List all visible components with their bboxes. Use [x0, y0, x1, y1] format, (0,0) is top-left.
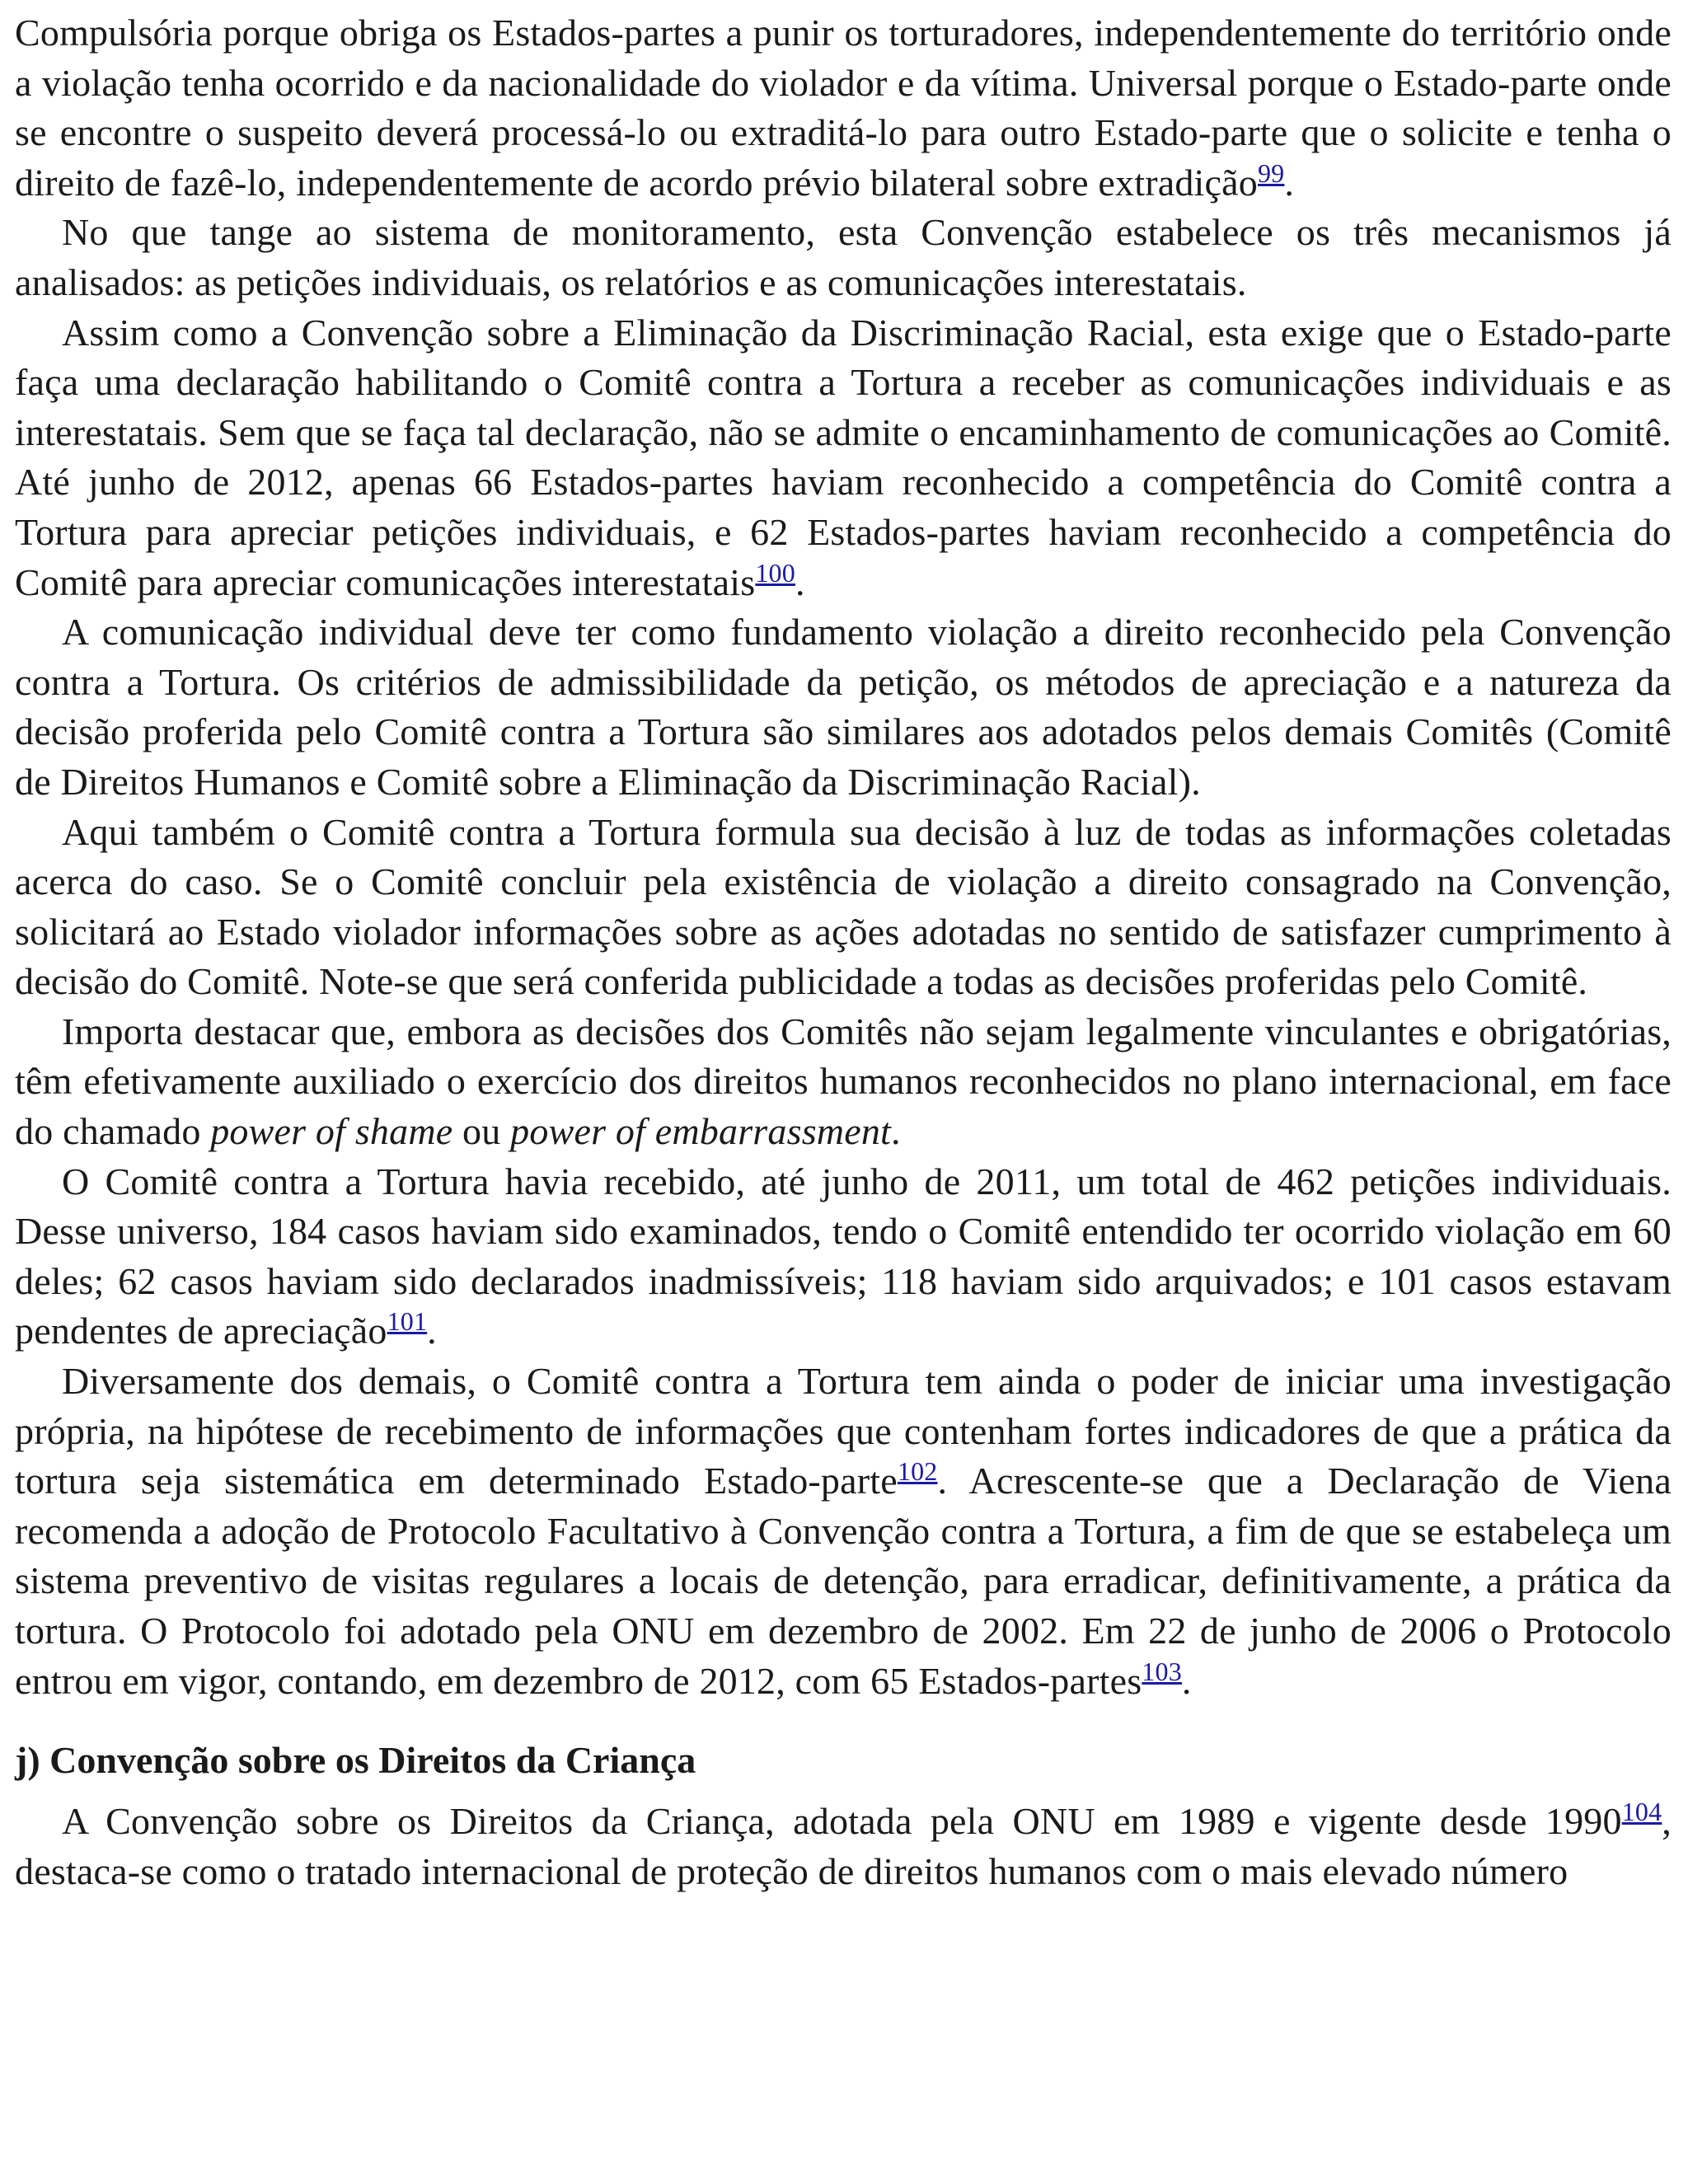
- paragraph-committee-decision: [15, 808, 1672, 1007]
- paragraph-universal-jurisdiction: [15, 8, 1672, 208]
- paragraph-own-investigation: [15, 1357, 1672, 1706]
- paragraph-text-continued: . Acrescente-se que a Declaração de Viena recomenda a adoção de Protocolo Facultativo à Convenção contra a Tortura, a fim de que se estabeleça um sistema preventivo de visitas regulares a locais de detenção, para erradicar, definitivamente, a prática da tortura. O Protocolo foi adotado pela ONU em dezembro de 2002. Em 22 de junho de 2006 o Protocolo entrou em vigor, contando, em dezembro de 2012, com 65 Estados-partes: [15, 1460, 1672, 1702]
- footnote-link-103[interactable]: 103: [1142, 1656, 1182, 1686]
- paragraph-text-end: , destaca-se como o tratado internacional de proteção de direitos humanos com o mais elevado número: [15, 1800, 1672, 1892]
- footnote-link-102[interactable]: 102: [897, 1456, 938, 1487]
- paragraph-text: A comunicação individual deve ter como fundamento violação a direito reconhecido pela Convenção contra a Tortura. Os critérios de admissibilidade da petição, os métodos de apreciação e a natureza da decisão proferida pelo Comitê contra a Tortura são similares aos adotados pelos demais Comitês (Comitê de Direitos Humanos e Comitê sobre a Eliminação da Discriminação Racial).: [15, 611, 1672, 803]
- paragraph-text-end: .: [427, 1310, 437, 1352]
- paragraph-text-end: .: [1181, 1659, 1192, 1702]
- paragraph-text-end: .: [795, 560, 805, 603]
- paragraph-child-rights-convention: [15, 1797, 1672, 1896]
- section-heading: j) Convenção sobre os Direitos da Criança: [15, 1739, 696, 1782]
- paragraph-text: Assim como a Convenção sobre a Eliminação da Discriminação Racial, esta exige que o Estado-parte faça uma declaração habilitando o Comitê contra a Tortura a receber as comunicações individuais e as interestatais. Sem que se faça tal declaração, não se admite o encaminhamento de comunicações ao Comitê. Até junho de 2012, apenas 66 Estados-partes haviam reconhecido a competência do Comitê contra a Tortura para apreciar petições individuais, e 62 Estados-partes haviam reconhecido a competência do Comitê para apreciar comunicações interestatais: [15, 311, 1672, 603]
- paragraph-text: A Convenção sobre os Direitos da Criança, adotada pela ONU em 1989 e vigente desde 1990: [62, 1800, 1622, 1843]
- paragraph-text-connector: ou: [452, 1110, 511, 1153]
- footnote-link-100[interactable]: 100: [755, 557, 795, 588]
- footnote-link-99[interactable]: 99: [1257, 157, 1285, 188]
- footnote-link-104[interactable]: 104: [1621, 1797, 1662, 1827]
- paragraph-text-end: .: [891, 1110, 901, 1153]
- italic-term-power-of-embarrassment: power of embarrassment: [510, 1110, 892, 1153]
- paragraph-monitoring-system: [15, 208, 1672, 307]
- footnote-link-101[interactable]: 101: [387, 1306, 428, 1337]
- paragraph-text: O Comitê contra a Tortura havia recebido, até junho de 2011, um total de 462 petições individuais. Desse universo, 184 casos haviam sido examinados, tendo o Comitê entendido ter ocorrido violação em 60 deles; 62 casos haviam sido declarados inadmissíveis; 118 haviam sido arquivados; e 101 casos estavam pendentes de apreciação: [15, 1160, 1672, 1352]
- paragraph-power-of-shame: [15, 1007, 1672, 1157]
- paragraph-text: Aqui também o Comitê contra a Tortura formula sua decisão à luz de todas as informações coletadas acerca do caso. Se o Comitê concluir pela existência de violação a direito consagrado na Convenção, solicitará ao Estado violador informações sobre as ações adotadas no sentido de satisfazer cumprimento à decisão do Comitê. Note-se que será conferida publicidade a todas as decisões proferidas pelo Comitê.: [15, 810, 1672, 1003]
- paragraph-text: Compulsória porque obriga os Estados-partes a punir os torturadores, independentemente do território onde a violação tenha ocorrido e da nacionalidade do violador e da vítima. Universal porque o Estado-parte onde se encontre o suspeito deverá processá-lo ou extraditá-lo para outro Estado-parte que o solicite e tenha o direito de fazê-lo, independentemente de acordo prévio bilateral sobre extradição: [15, 12, 1672, 204]
- paragraph-text: No que tange ao sistema de monitoramento, esta Convenção estabelece os três mecanismos já analisados: as petições individuais, os relatórios e as comunicações interestatais.: [15, 211, 1672, 303]
- paragraph-petition-statistics: [15, 1157, 1672, 1357]
- italic-term-power-of-shame: power of shame: [210, 1110, 453, 1153]
- paragraph-text: Diversamente dos demais, o Comitê contra a Tortura tem ainda o poder de iniciar uma investigação própria, na hipótese de recebimento de informações que contenham fortes indicadores de que a prática da tortura seja sistemática em determinado Estado-parte: [15, 1360, 1672, 1502]
- paragraph-text-end: .: [1284, 161, 1295, 204]
- paragraph-text: Importa destacar que, embora as decisões dos Comitês não sejam legalmente vinculantes e obrigatórias, têm efetivamente auxiliado o exercício dos direitos humanos reconhecidos no plano internacional, em face do chamado: [15, 1010, 1672, 1153]
- paragraph-individual-communication: [15, 607, 1672, 807]
- paragraph-declaration-requirement: [15, 308, 1672, 608]
